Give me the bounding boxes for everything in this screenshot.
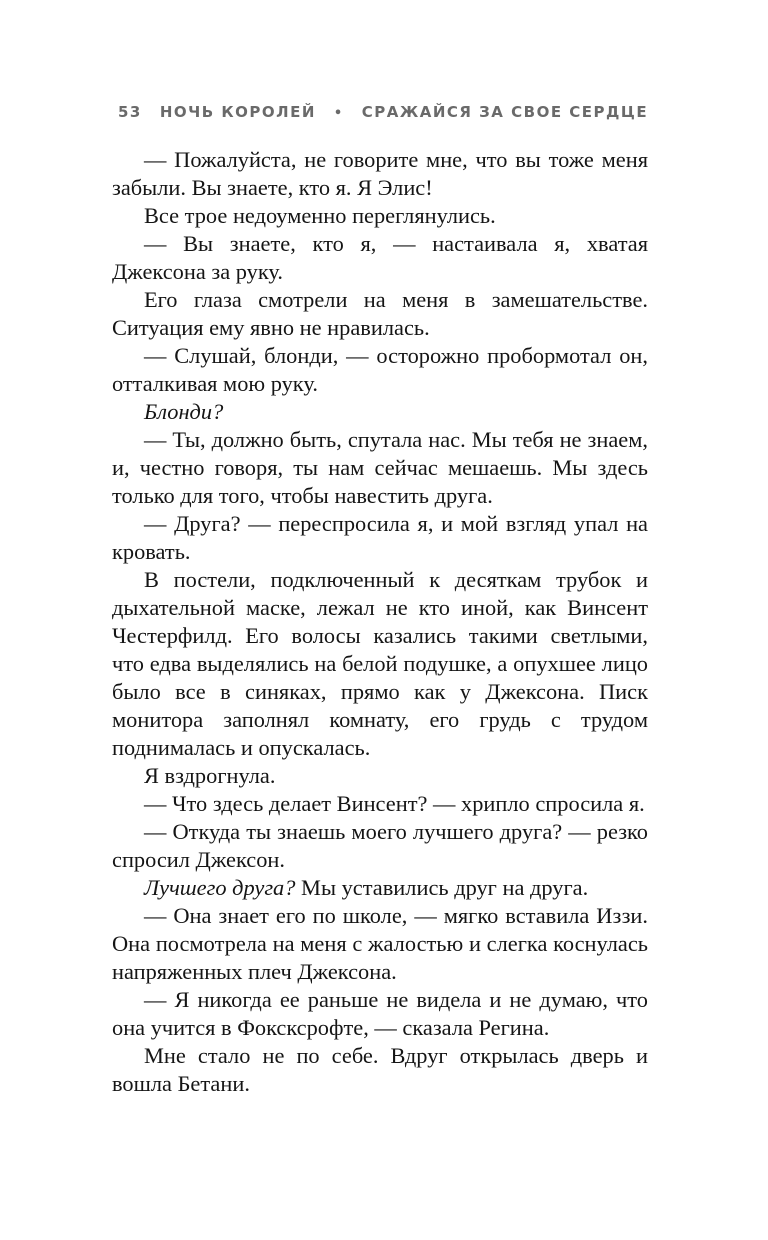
paragraph — [112, 1042, 648, 1098]
paragraph-text: — Пожалуйста, не говорите мне, что вы тоже меня забыли. Вы знаете, кто я. Я Элис! — [112, 147, 648, 200]
paragraph-italic: Лучшего друга? — [144, 875, 296, 900]
page-number: 53 — [117, 103, 142, 121]
paragraph — [112, 230, 648, 286]
paragraph-text: — Слушай, блонди, — осторожно пробормотал он, отталкивая мою руку. — [112, 343, 648, 396]
paragraph-text: Его глаза смотрели на меня в замешательстве. Ситуация ему явно не нравилась. — [112, 287, 648, 340]
header-separator: • — [333, 106, 344, 121]
paragraph — [112, 510, 648, 566]
paragraph — [112, 146, 648, 202]
running-header — [118, 103, 648, 121]
paragraph — [112, 818, 648, 874]
paragraph — [112, 286, 648, 342]
paragraph — [112, 342, 648, 398]
paragraph-text: — Что здесь делает Винсент? — хрипло спросила я. — [144, 791, 645, 816]
paragraph-text: — Ты, должно быть, спутала нас. Мы тебя не знаем, и, честно говоря, ты нам сейчас мешаешь. Мы здесь только для того, чтобы навестить друга. — [112, 427, 648, 508]
paragraph — [112, 902, 648, 986]
paragraph-italic: Блонди? — [144, 399, 224, 424]
paragraph-text: Все трое недоуменно переглянулись. — [144, 203, 496, 228]
paragraph-text: Мы уставились друг на друга. — [295, 875, 589, 900]
paragraph — [112, 426, 648, 510]
paragraph-text: — Откуда ты знаешь моего лучшего друга? — резко спросил Джексон. — [112, 819, 648, 872]
body-text — [112, 146, 648, 1098]
book-title: НОЧЬ КОРОЛЕЙ — [159, 103, 316, 121]
paragraph — [112, 566, 648, 762]
paragraph-text: Мне стало не по себе. Вдруг открылась дверь и вошла Бетани. — [112, 1043, 648, 1096]
paragraph-text: Я вздрогнула. — [144, 763, 276, 788]
paragraph — [112, 202, 648, 230]
paragraph-text: В постели, подключенный к десяткам трубок и дыхательной маске, лежал не кто иной, как Винсент Честерфилд. Его волосы казались такими светлыми, что едва выделялись на белой подушке, а опухшее лицо было все в синяках, прямо как у Джексона. Писк монитора заполнял комнату, его грудь с трудом поднималась и опускалась. — [112, 567, 648, 760]
paragraph — [112, 790, 648, 818]
paragraph-text: — Я никогда ее раньше не видела и не думаю, что она учится в Фоксксрофте, — сказала Регина. — [112, 987, 648, 1040]
paragraph — [112, 874, 648, 902]
paragraph-text: — Вы знаете, кто я, — настаивала я, хватая Джексона за руку. — [112, 231, 648, 284]
paragraph-text: — Она знает его по школе, — мягко вставила Иззи. Она посмотрела на меня с жалостью и слегка коснулась напряженных плеч Джексона. — [112, 903, 648, 984]
book-subtitle: СРАЖАЙСЯ ЗА СВОЕ СЕРДЦЕ — [361, 103, 649, 121]
paragraph — [112, 398, 648, 426]
paragraph — [112, 762, 648, 790]
paragraph-text: — Друга? — переспросила я, и мой взгляд упал на кровать. — [112, 511, 648, 564]
paragraph — [112, 986, 648, 1042]
